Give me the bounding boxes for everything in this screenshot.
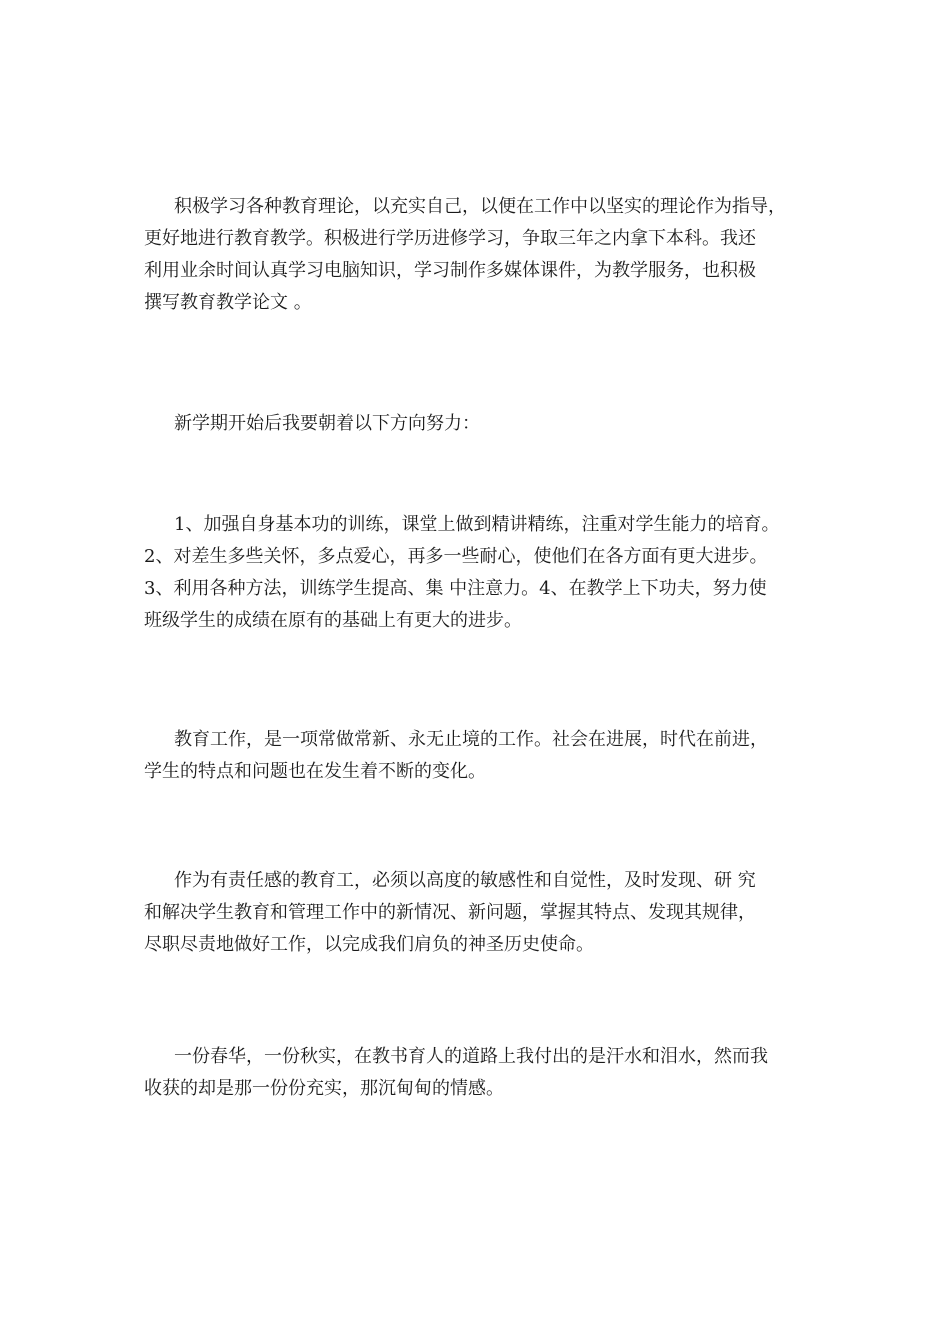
- paragraph-line: 学生的特点和问题也在发生着不断的变化。: [144, 761, 486, 782]
- paragraph-line: 积极学习各种教育理论，以充实自己，以便在工作中以坚实的理论作为指导，: [174, 196, 786, 217]
- paragraph-harvest: [144, 1041, 824, 1105]
- paragraph-responsibility: [144, 865, 824, 961]
- paragraph-line: 一份春华，一份秋实，在教书育人的道路上我付出的是汗水和泪水，然而我: [174, 1046, 768, 1067]
- paragraph-education-work: [144, 724, 824, 788]
- paragraph-study: [144, 191, 824, 319]
- paragraph-line: 教育工作，是一项常做常新、永无止境的工作。社会在进展，时代在前进，: [174, 729, 768, 750]
- paragraph-line: 班级学生的成绩在原有的基础上有更大的进步。: [144, 610, 522, 631]
- paragraph-goals-list: [144, 509, 824, 637]
- paragraph-line: 1、加强自身基本功的训练，课堂上做到精讲精练，注重对学生能力的培育。: [174, 514, 780, 535]
- paragraph-line: 利用业余时间认真学习电脑知识，学习制作多媒体课件，为教学服务，也积极: [144, 260, 756, 281]
- paragraph-line: 更好地进行教育教学。积极进行学历进修学习，争取三年之内拿下本科。我还: [144, 228, 756, 249]
- paragraph-line: 和解决学生教育和管理工作中的新情况、新问题，掌握其特点、发现其规律，: [144, 902, 756, 923]
- paragraph-line: 收获的却是那一份份充实，那沉甸甸的情感。: [144, 1078, 504, 1099]
- paragraph-line: 撰写教育教学论文 。: [144, 292, 312, 313]
- paragraph-line: 作为有责任感的教育工，必须以高度的敏感性和自觉性，及时发现、研 究: [174, 870, 756, 891]
- paragraph-line: 新学期开始后我要朝着以下方向努力：: [174, 413, 480, 434]
- paragraph-new-semester: [144, 408, 824, 440]
- paragraph-line: 2、对差生多些关怀，多点爱心，再多一些耐心，使他们在各方面有更大进步。: [144, 546, 768, 567]
- paragraph-line: 尽职尽责地做好工作，以完成我们肩负的神圣历史使命。: [144, 934, 594, 955]
- paragraph-line: 3、利用各种方法，训练学生提高、集 中注意力。4、在教学上下功夫，努力使: [144, 578, 767, 599]
